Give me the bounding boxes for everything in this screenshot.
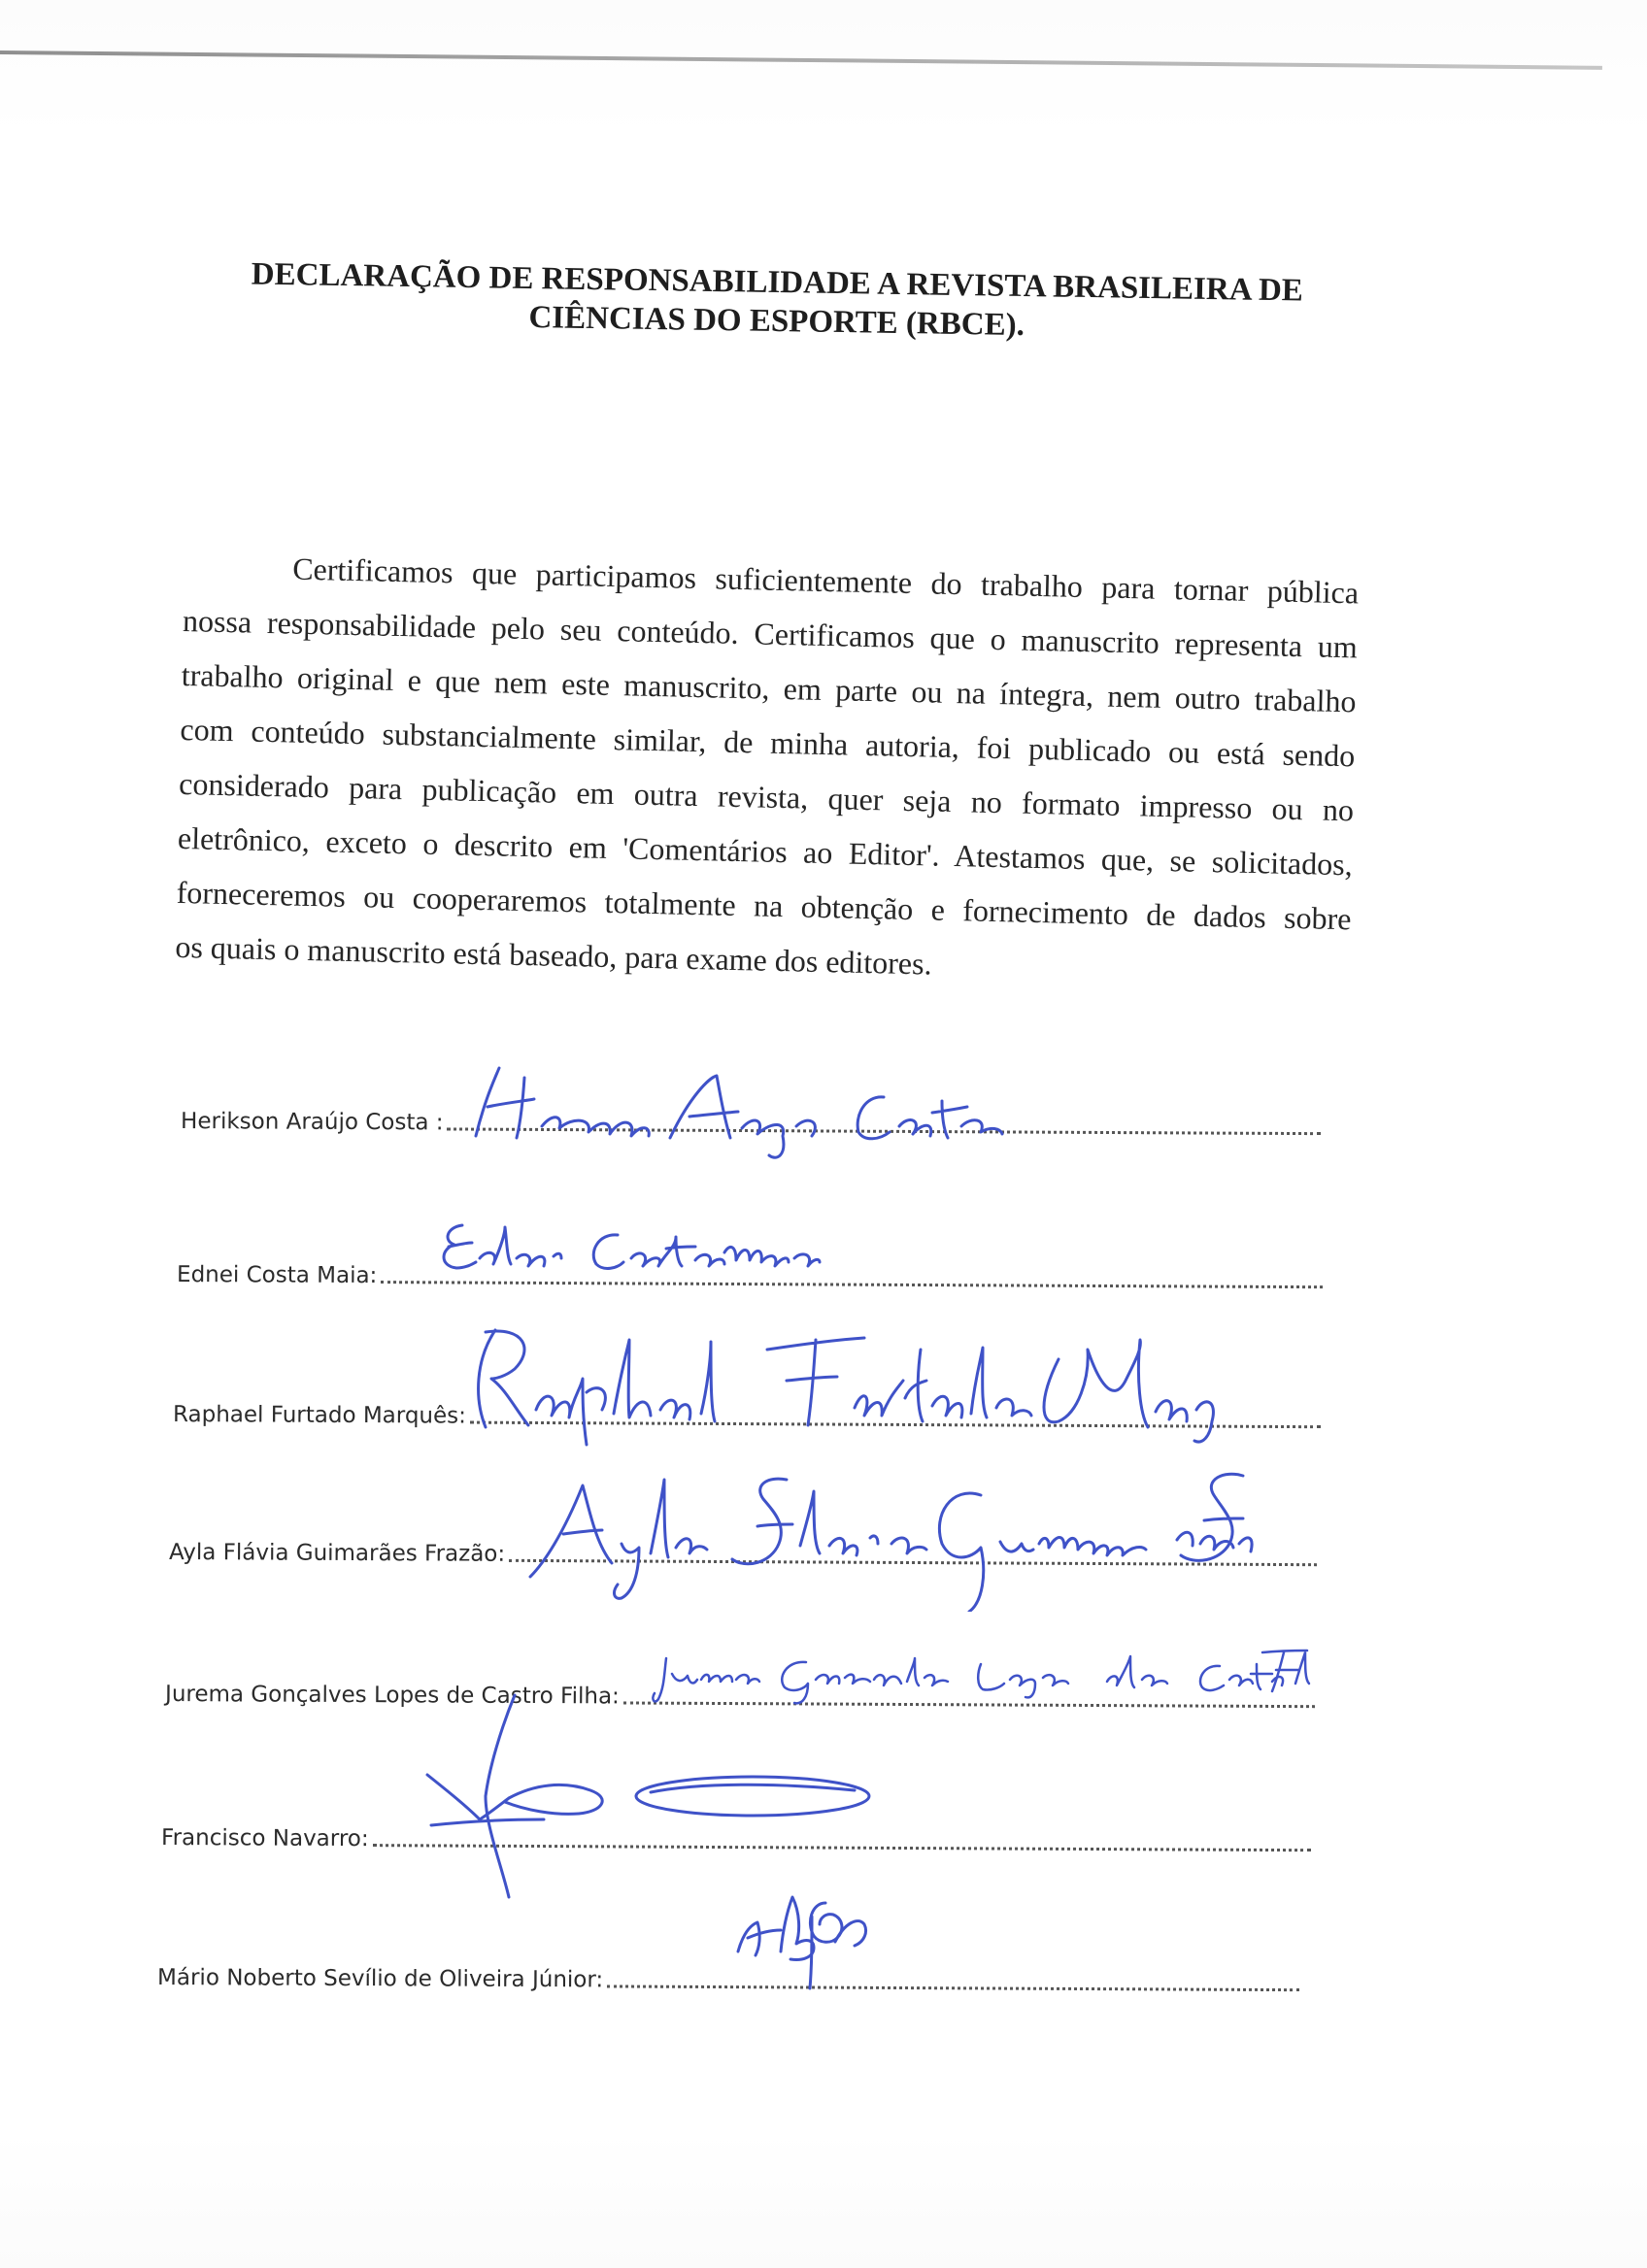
- signature-dotted-line: [607, 1984, 1299, 1991]
- scan-edge-line: [0, 50, 1602, 70]
- signature-row-herikson: [181, 1078, 1321, 1142]
- signatory-label: Ayla Flávia Guimarães Frazão:: [169, 1540, 506, 1567]
- signature-row-ednei: [177, 1231, 1323, 1295]
- signature-row-raphael: [173, 1371, 1321, 1435]
- signatory-label: Jurema Gonçalves Lopes de Castro Filha:: [165, 1682, 620, 1710]
- body-line: forneceremos ou cooperaremos totalmente na obtenção e fornecimento de dados sobre: [176, 874, 1352, 937]
- signature-row-jurema: [165, 1651, 1315, 1715]
- title-line-2: CIÊNCIAS DO ESPORTE (RBCE).: [528, 299, 1025, 343]
- document-title: [174, 254, 1379, 350]
- signatory-label: Mário Noberto Sevílio de Oliveira Júnior:: [157, 1965, 604, 1993]
- body-line: eletrônico, exceto o descrito em 'Comentários ao Editor'. Atestamos que, se solicitados,: [177, 819, 1354, 883]
- body-line: nossa responsabilidade pelo seu conteúdo. Certificamos que o manuscrito representa um: [182, 602, 1359, 665]
- signature-dotted-line: [623, 1701, 1315, 1708]
- signature-dotted-line: [381, 1281, 1323, 1288]
- signature-dotted-line: [509, 1559, 1317, 1566]
- signature-dotted-line: [373, 1844, 1311, 1851]
- signature-dotted-line: [448, 1127, 1322, 1135]
- signatory-label: Raphael Furtado Marquês:: [173, 1402, 466, 1429]
- signature-dotted-line: [470, 1421, 1321, 1429]
- title-line-1: DECLARAÇÃO DE RESPONSABILIDADE A REVISTA BRASILEIRA DE: [251, 256, 1304, 309]
- signatory-label: Herikson Araújo Costa :: [181, 1109, 444, 1136]
- body-line: com conteúdo substancialmente similar, de minha autoria, foi publicado ou está sendo: [180, 711, 1356, 774]
- signatory-label: Ednei Costa Maia:: [177, 1262, 378, 1289]
- signature-row-mario: [157, 1934, 1299, 1998]
- body-line: trabalho original e que nem este manuscrito, em parte ou na íntegra, nem outro trabalho: [181, 656, 1357, 719]
- body-line: considerado para publicação em outra revista, quer seja no formato impresso ou no: [178, 765, 1355, 828]
- declaration-paragraph: [175, 539, 1360, 1000]
- signatory-label: Francisco Navarro:: [161, 1825, 369, 1852]
- body-line: Certificamos que participamos suficientemente do trabalho para tornar pública: [291, 550, 1360, 611]
- signature-row-ayla: [169, 1509, 1317, 1573]
- signature-row-francisco: [161, 1794, 1311, 1858]
- body-line: os quais o manuscrito está baseado, para exame dos editores.: [175, 928, 932, 982]
